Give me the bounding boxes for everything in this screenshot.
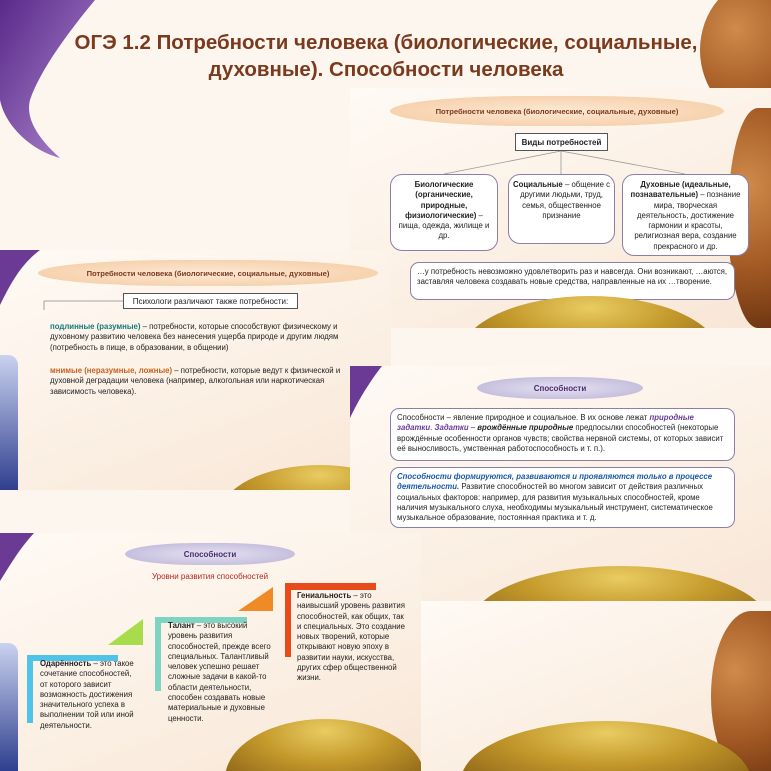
text: Способности – явление природное и социальное. В их основе лежат <box>397 413 650 422</box>
text: – пища, одежда, жилище и др. <box>398 210 490 241</box>
text: предпосылки способностей (некоторые врождённые особенности органов чувств; свойства нервной системы, от которых зависит её выносливость, умственная работоспособность и т. п.). <box>397 423 724 453</box>
emphasis: Задатки <box>434 423 469 433</box>
text: . <box>430 423 435 433</box>
text: – это такое сочетание способностей, от которого зависит возможность достижения значительного успеха в выполнении той или иной деятельности. <box>40 659 134 730</box>
gold-shape-decoration <box>460 296 720 328</box>
text: – познание мира, творческая деятельность, достижение гармонии и красоты, религиозная вера, создание прекрасного и др. <box>634 190 741 251</box>
text: – потребности, которые способствуют физическому и духовному развитию человека без нанесения ущерба природе и другим людям (потребность в пище, в образовании, в общении) <box>50 322 339 352</box>
slide-heading: Способности <box>477 377 643 399</box>
bracket-lines <box>0 250 130 310</box>
label: подлинные (разумные) <box>50 322 141 331</box>
gold-shape-decoration <box>461 721 751 771</box>
gold-shape-decoration <box>470 566 770 602</box>
genius-text <box>297 591 405 684</box>
label: Гениальность <box>297 591 352 600</box>
slide-heading: Способности <box>125 543 295 565</box>
spiritual-needs-box <box>622 174 749 256</box>
purple-swoosh-decoration <box>350 366 390 426</box>
social-needs-box <box>508 174 615 244</box>
slide-heading: Потребности человека (биологические, социальные, духовные) <box>390 96 724 126</box>
slide-background <box>421 601 771 771</box>
label: Биологические (органические, природные, физиологические) <box>405 180 477 220</box>
abilities-definition-box <box>390 408 735 461</box>
genuine-needs-text <box>50 322 352 353</box>
slide-abilities-levels <box>0 533 421 771</box>
text: – общение с другими людьми, труд, семья, общественное признание <box>520 180 610 220</box>
slide-needs-types <box>350 88 771 328</box>
biological-needs-box <box>390 174 498 251</box>
slide-heading: Потребности человека (биологические, социальные, духовные) <box>38 260 378 286</box>
slide-needs-psychology <box>0 250 391 490</box>
emphasis: Способности формируются, развиваются и проявляются только в процессе деятельности. <box>397 472 713 492</box>
text: – <box>468 423 478 433</box>
psychology-heading-box: Психологи различают также потребности: <box>123 293 298 309</box>
blue-bar-decoration <box>0 355 18 490</box>
label: мнимые (неразумные, ложные) <box>50 366 173 375</box>
giftedness-text <box>40 659 138 731</box>
text: – потребности, которые ведут к физической и духовной деградации человека (например, алкогольная или наркотическая зависимость человека). <box>50 366 341 396</box>
label: Духовные (идеальные, познавательные) <box>630 180 731 200</box>
emphasis: врождённые природные <box>477 423 574 433</box>
text: – это высокий уровень развития способностей, прежде всего специальных. Талантливый человек успешно решает сложные задачи в какой-то области деятельности, способен создавать новые материальные и духовные ценности. <box>168 621 271 723</box>
label: Социальные <box>513 180 563 189</box>
emphasis: природные задатки <box>397 413 694 433</box>
talent-text <box>168 621 274 724</box>
needs-types-box: Виды потребностей <box>515 133 608 151</box>
needs-note-box: …у потребность невозможно удовлетворить раз и навсегда. Они возникают, …аются, заставляя человека создавать новые средства, направленные на их …творение. <box>410 262 735 300</box>
page-title: ОГЭ 1.2 Потребности человека (биологические, социальные, духовные). Способности человека <box>74 31 698 82</box>
text: Развитие способностей во многом зависит от действия различных социальных факторов: например, для развития музыкальных способностей, кроме наличия музыкального слуха, необходимы музыкальный инструмент, систематическое музыкальное образование, постоянная практика и т. д. <box>397 482 713 523</box>
false-needs-text <box>50 366 352 397</box>
abilities-development-box <box>390 467 735 528</box>
label: Талант <box>168 621 195 630</box>
text: – это наивысший уровень развития способностей, как общих, так и специальных. Это создание новых творений, которые открывают новую эпоху в развитии науки, искусства, других сфер общественной жизни. <box>297 591 405 683</box>
levels-subtitle: Уровни развития способностей <box>151 572 269 581</box>
label: Одарённость <box>40 659 92 668</box>
